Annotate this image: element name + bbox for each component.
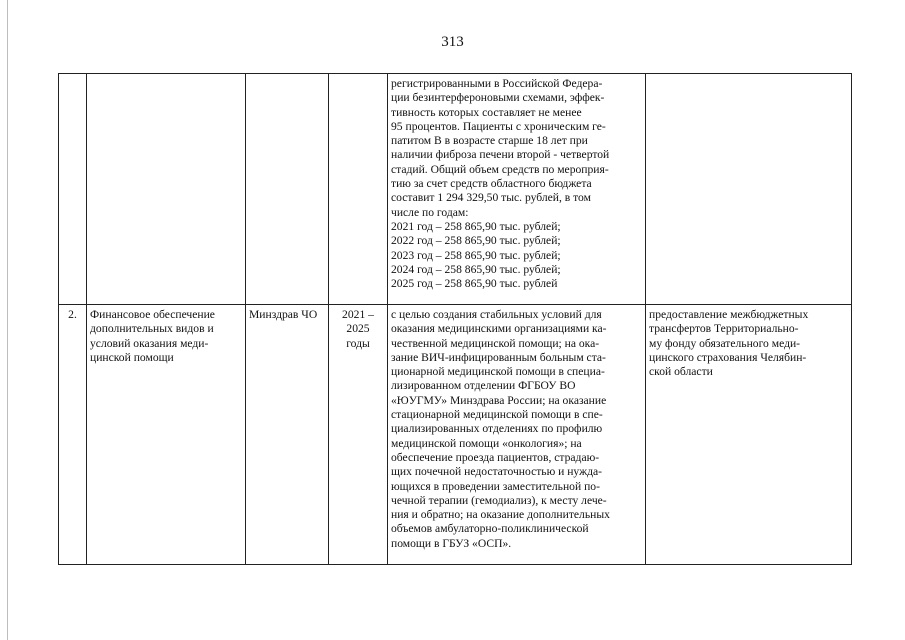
title-line: дополнительных видов и [90,322,214,336]
period-line: 2025 [346,322,370,336]
year-amount: 2024 год – 258 865,90 тыс. рублей; [391,262,561,276]
period-line: годы [346,336,370,350]
text-line: чественной медицинской помощи; на ока- [391,336,600,350]
text-line: оказания медицинскими организациями ка- [391,322,607,336]
text-line: составит 1 294 329,50 тыс. рублей, в том [391,191,591,205]
text-line: ющихся в проведении заместительной по- [391,479,600,493]
text-line: «ЮУГМУ» Минздрава России; на оказание [391,393,607,407]
year-amount: 2025 год – 258 865,90 тыс. рублей [391,277,558,291]
text-line: ционарной медицинской помощи в специа- [391,365,605,379]
result-line: цинского страхования Челябин- [649,350,807,364]
cell-number [59,74,87,305]
text-line: числе по годам: [391,205,469,219]
text-line: зание ВИЧ-инфицированным больным ста- [391,350,606,364]
cell-title [87,74,246,305]
measures-table [58,73,852,565]
page-edge-line [7,0,8,640]
cell-executor [246,74,329,305]
text-line: медицинской помощи «онкология»; на [391,436,582,450]
year-amount: 2021 год – 258 865,90 тыс. рублей; [391,219,561,233]
title-line: цинской помощи [90,350,174,364]
text-line: тивность которых составляет не менее [391,105,582,119]
text-line: ния и обратно; на оказание дополнительных [391,508,610,522]
result-line: предоставление межбюджетных [649,308,809,321]
cell-result [646,305,852,565]
text-line: наличии фиброза печени второй - четвертой [391,148,610,162]
text-line: циализированных отделениях по профилю [391,422,603,436]
text-line: регистрированными в Российской Федера- [391,77,603,90]
cell-result [646,74,852,305]
title-line: Финансовое обеспечение [90,308,215,321]
cell-description [388,305,646,565]
text-line: помощи в ГБУЗ «ОСП». [391,536,512,550]
cell-number [59,305,87,565]
executor: Минздрав ЧО [249,308,318,321]
cell-description [388,74,646,305]
text-line: чечной терапии (гемодиализ), к месту лече- [391,493,607,507]
text-line: обеспечение проезда пациентов, страдаю- [391,450,600,464]
text-line: патитом В в возрасте старше 18 лет при [391,134,588,148]
page-number: 313 [441,34,464,50]
row-number: 2. [68,308,77,321]
year-amount: 2022 год – 258 865,90 тыс. рублей; [391,234,561,248]
text-line: щих почечной недостаточностью и нужда- [391,465,602,479]
cell-title [87,305,246,565]
period-line: 2021 – [342,308,374,321]
text-line: ции безинтерфероновыми схемами, эффек- [391,91,605,105]
year-amount: 2023 год – 258 865,90 тыс. рублей; [391,248,561,262]
table-row [59,305,852,565]
cell-executor [246,305,329,565]
title-line: условий оказания меди- [90,336,209,350]
result-line: трансфертов Территориально- [649,322,799,336]
result-line: ской области [649,365,713,379]
text-line: объемов амбулаторно-поликлинической [391,522,589,536]
text-line: с целью создания стабильных условий для [391,308,602,321]
text-line: стадий. Общий объем средств по мероприя- [391,162,609,176]
cell-period [329,305,388,565]
table-row [59,74,852,305]
text-line: тию за счет средств областного бюджета [391,177,592,191]
text-line: 95 процентов. Пациенты с хроническим ге- [391,119,606,133]
result-line: му фонду обязательного меди- [649,336,801,350]
text-line: лизированном отделении ФГБОУ ВО [391,379,576,393]
cell-period [329,74,388,305]
text-line: стационарной медицинской помощи в спе- [391,408,603,422]
